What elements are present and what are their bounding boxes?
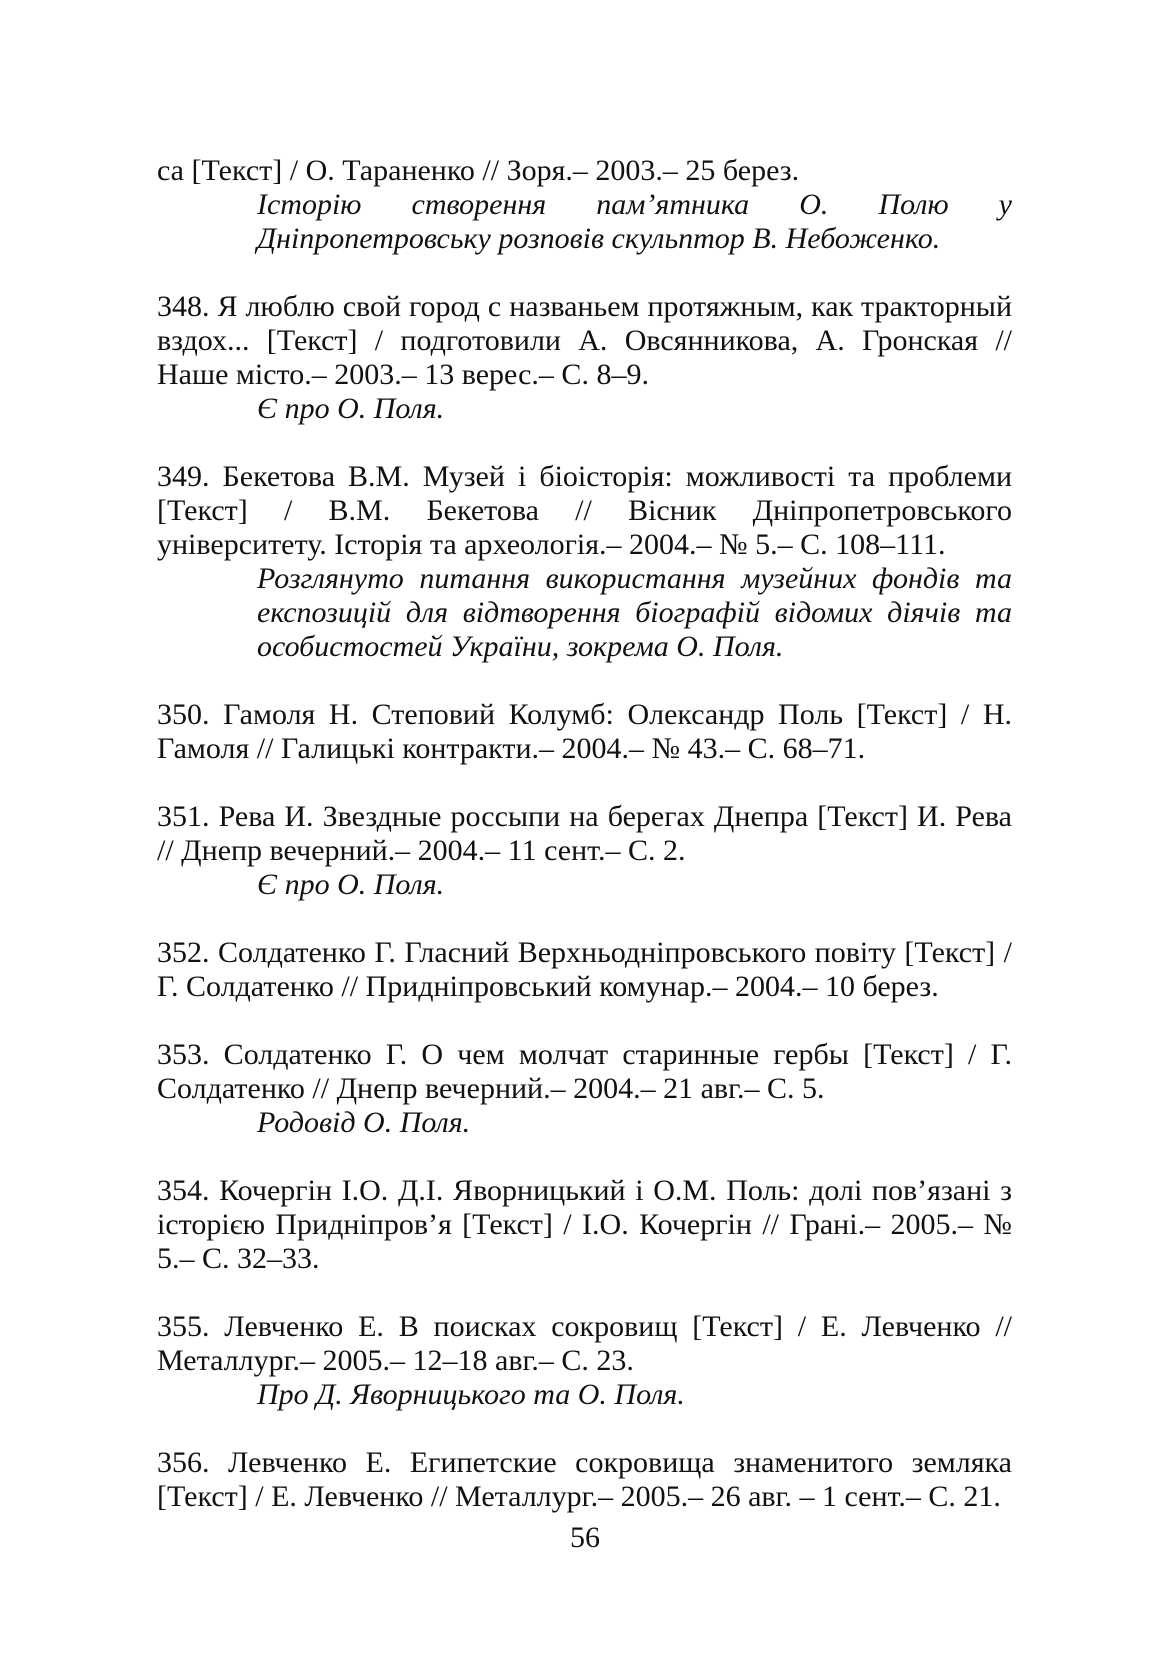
entry-citation: 351. Рева И. Звездные россыпи на берегах Днепра [Текст] И. Рева // Днепр вечерний.– 2004.– 11 сент.– С. 2. bbox=[157, 800, 1012, 867]
bibliography-entry bbox=[157, 1446, 1012, 1514]
bibliography-entry bbox=[157, 800, 1012, 902]
entry-annotation: Розглянуто питання використання музейних фондів та експозицій для відтворення біографій відомих діячів та особистостей України, зокрема О. Поля. bbox=[257, 562, 1012, 663]
bibliography-list bbox=[157, 154, 1012, 1548]
entry-citation: 350. Гамоля Н. Степовий Колумб: Олександр Поль [Текст] / Н. Гамоля // Галицькі контракти.– 2004.– № 43.– С. 68–71. bbox=[157, 698, 1012, 765]
entry-annotation: Про Д. Яворницького та О. Поля. bbox=[257, 1378, 685, 1411]
bibliography-entry bbox=[157, 290, 1012, 426]
entry-annotation: Є про О. Поля. bbox=[257, 868, 445, 901]
bibliography-entry bbox=[157, 1038, 1012, 1140]
bibliography-entry bbox=[157, 460, 1012, 664]
entry-citation: 349. Бекетова В.М. Музей і біоісторія: можливості та проблеми [Текст] / В.М. Бекетова // Вісник Дніпропетровського університету. Історія та археологія.– 2004.– № 5.– С. 108–111. bbox=[157, 460, 1012, 561]
entry-citation: 353. Солдатенко Г. О чем молчат старинные гербы [Текст] / Г. Солдатенко // Днепр вечерний.– 2004.– 21 авг.– С. 5. bbox=[157, 1038, 1012, 1105]
page-number: 56 bbox=[570, 1521, 600, 1554]
entry-annotation: Родовід О. Поля. bbox=[257, 1106, 471, 1139]
bibliography-entry bbox=[157, 1174, 1012, 1276]
bibliography-entry bbox=[157, 154, 1012, 256]
entry-citation: 354. Кочергін І.О. Д.І. Яворницький і О.М. Поль: долі пов’язані з історією Придніпров’я [Текст] / І.О. Кочергін // Грані.– 2005.– № 5.– С. 32–33. bbox=[157, 1174, 1012, 1275]
bibliography-entry bbox=[157, 936, 1012, 1004]
entry-citation: 348. Я люблю свой город с названьем протяжным, как тракторный вздох... [Текст] / подготовили А. Овсянникова, А. Гронская // Наше місто.– 2003.– 13 верес.– С. 8–9. bbox=[157, 290, 1012, 391]
bibliography-entry bbox=[157, 1310, 1012, 1412]
entry-citation: 352. Солдатенко Г. Гласний Верхньодніпровського повіту [Текст] / Г. Солдатенко // Придніпровський комунар.– 2004.– 10 берез. bbox=[157, 936, 1012, 1003]
entry-citation: са [Текст] / О. Тараненко // Зоря.– 2003.– 25 берез. bbox=[157, 154, 800, 187]
entry-citation: 356. Левченко Е. Египетские сокровища знаменитого земляка [Текст] / Е. Левченко // Металлург.– 2005.– 26 авг. – 1 сент.– С. 21. bbox=[157, 1446, 1012, 1513]
entry-citation: 355. Левченко Е. В поисках сокровищ [Текст] / Е. Левченко // Металлург.– 2005.– 12–18 авг.– С. 23. bbox=[157, 1310, 1012, 1377]
entry-annotation: Історію створення пам’ятника О. Полю у Дніпропетровську розповів скульптор В. Небоженко. bbox=[257, 188, 1012, 255]
bibliography-entry bbox=[157, 698, 1012, 766]
entry-annotation: Є про О. Поля. bbox=[257, 392, 445, 425]
